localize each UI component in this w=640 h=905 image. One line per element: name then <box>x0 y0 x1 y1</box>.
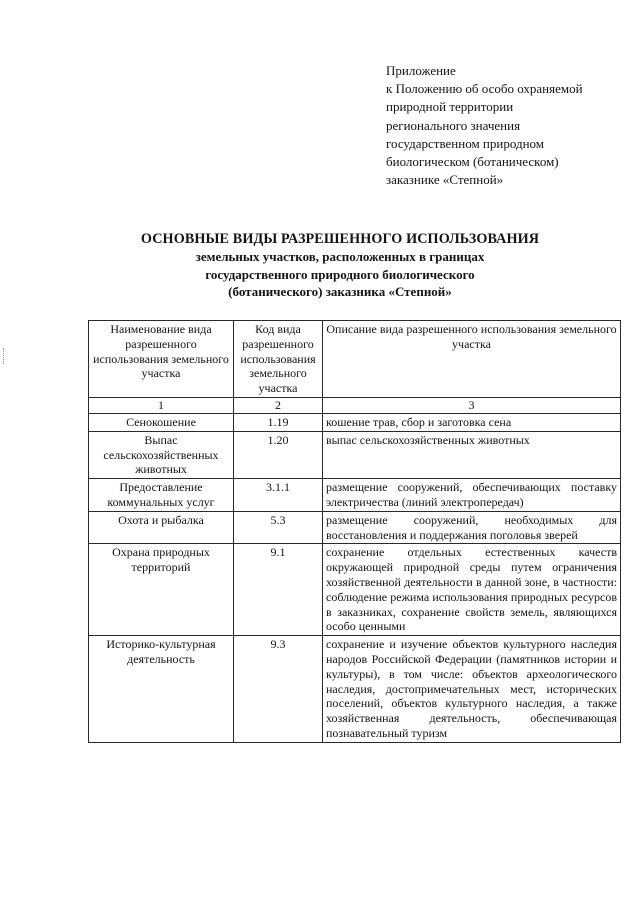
use-description: размещение сооружений, обеспечивающих поставку электричества (линий электропередач) <box>323 479 621 512</box>
scan-margin-mark <box>3 348 5 364</box>
use-code: 1.20 <box>234 431 323 478</box>
table-row <box>89 636 621 743</box>
appendix-line: природной территории <box>386 99 514 115</box>
use-description: размещение сооружений, необходимых для восстановления и поддержания поголовья зверей <box>323 511 621 544</box>
use-code: 3.1.1 <box>234 479 323 512</box>
column-number: 2 <box>234 397 323 413</box>
use-description: сохранение отдельных естественных качеств окружающей природной среды путем ограничения хозяйственной деятельности в данной зоне, в частности: соблюдение режима использования природных ресурсов в заказниках, сохранение свойств земель, являющихся особо ценными <box>323 544 621 636</box>
column-number: 1 <box>89 397 234 413</box>
table-header-row <box>89 321 621 398</box>
header-name: Наименование вида разрешенного использования земельного участка <box>89 321 234 398</box>
appendix-line: заказнике «Степной» <box>386 172 504 188</box>
appendix-note <box>386 62 634 189</box>
table-row <box>89 544 621 636</box>
heading-subtitle-line: (ботанического) заказника «Степной» <box>228 284 452 299</box>
heading-title: ОСНОВНЫЕ ВИДЫ РАЗРЕШЕННОГО ИСПОЛЬЗОВАНИЯ <box>140 231 540 247</box>
use-name: Сенокошение <box>89 413 234 431</box>
use-code: 9.3 <box>234 636 323 743</box>
document-heading <box>60 230 620 301</box>
heading-subtitle-line: государственного природного биологического <box>205 266 475 282</box>
use-description: сохранение и изучение объектов культурного наследия народов Российской Федерации (памятников истории и культуры), в том числе: объектов археологического наследия, достопримечательных мест, исторических поселений, объектов культурного наследия, а также хозяйственная деятельность, обеспечивающая познавательный туризм <box>323 636 621 743</box>
appendix-line: регионального значения <box>386 117 521 133</box>
appendix-line: биологическом (ботаническом) <box>386 154 559 170</box>
header-description: Описание вида разрешенного использования земельного участка <box>323 321 621 398</box>
use-name: Историко-культурная деятельность <box>89 636 234 743</box>
use-code: 1.19 <box>234 413 323 431</box>
land-use-table <box>88 320 621 743</box>
table-row <box>89 431 621 478</box>
use-code: 9.1 <box>234 544 323 636</box>
use-description: выпас сельскохозяйственных животных <box>323 431 621 478</box>
header-code: Код вида разрешенного использования земельного участка <box>234 321 323 398</box>
appendix-line: к Положению об особо охраняемой <box>386 81 583 97</box>
table-row <box>89 479 621 512</box>
use-code: 5.3 <box>234 511 323 544</box>
column-number: 3 <box>323 397 621 413</box>
use-name: Предоставление коммунальных услуг <box>89 479 234 512</box>
appendix-line: государственном природном <box>386 135 545 151</box>
use-name: Выпас сельскохозяйственных животных <box>89 431 234 478</box>
use-description: кошение трав, сбор и заготовка сена <box>323 413 621 431</box>
appendix-line: Приложение <box>386 63 456 78</box>
table-row <box>89 413 621 431</box>
column-number-row <box>89 397 621 413</box>
use-name: Охрана природных территорий <box>89 544 234 636</box>
table-row <box>89 511 621 544</box>
use-name: Охота и рыбалка <box>89 511 234 544</box>
heading-subtitle-line: земельных участков, расположенных в границах <box>195 249 485 264</box>
